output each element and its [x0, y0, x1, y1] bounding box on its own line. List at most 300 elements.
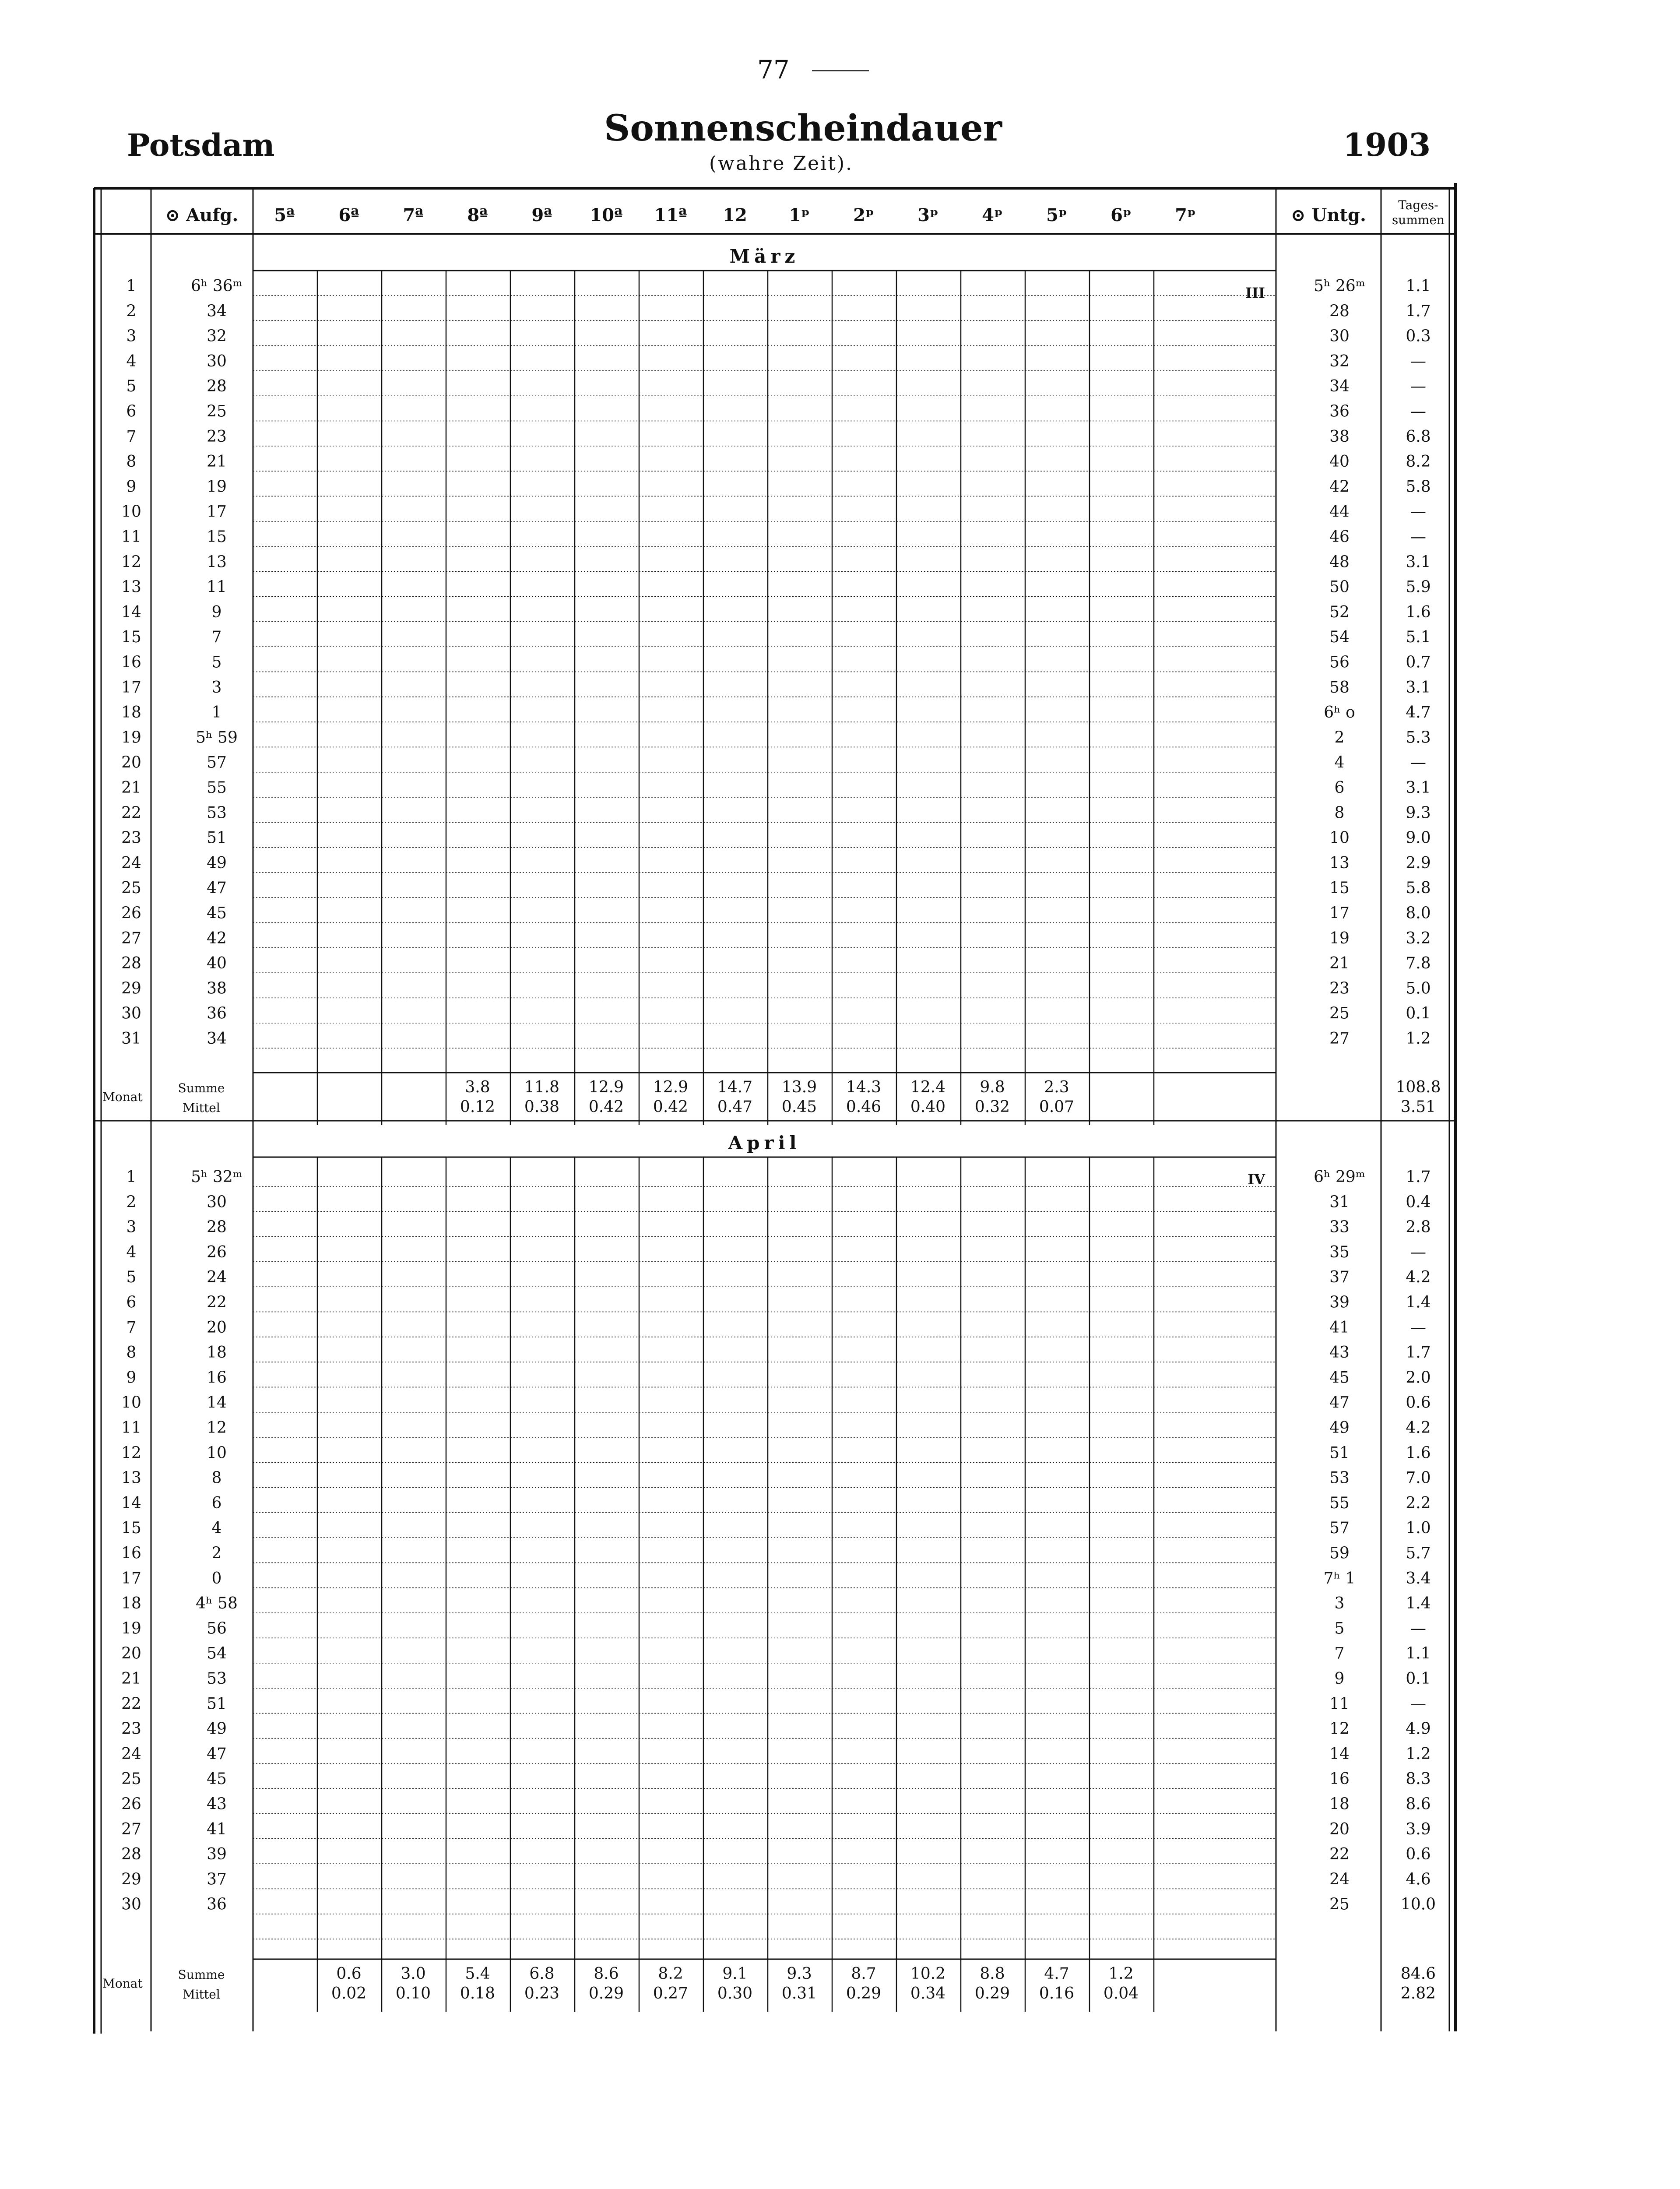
- sunrise-time: 11: [207, 578, 227, 596]
- sunset-time: 6ʰ o: [1324, 704, 1355, 722]
- hourly-sum: 6.8: [529, 1965, 555, 1983]
- day-number: 23: [121, 829, 141, 847]
- daily-sum: 5.7: [1406, 1544, 1431, 1563]
- hourly-sum: 3.0: [401, 1965, 426, 1983]
- sunset-time: 7: [1334, 1644, 1345, 1663]
- daily-sum: 5.3: [1406, 728, 1431, 747]
- sunrise-time: 2: [211, 1544, 222, 1563]
- sunset-time: 7ʰ 1: [1323, 1569, 1356, 1587]
- sunrise-time: 30: [207, 352, 227, 370]
- page-title: Sonnenscheindauer: [604, 107, 1002, 149]
- sunrise-time: 53: [207, 1670, 227, 1688]
- sunset-time: 4: [1334, 753, 1345, 772]
- daily-sum: 3.4: [1406, 1569, 1431, 1587]
- sunset-time: 42: [1329, 478, 1350, 496]
- sunset-time: 55: [1329, 1494, 1350, 1512]
- hourly-mean: 0.29: [588, 1985, 624, 2002]
- month-title: April: [728, 1132, 801, 1154]
- sunset-time: 25: [1329, 1004, 1350, 1023]
- daily-sum: —: [1410, 1318, 1426, 1337]
- daily-sum: 1.4: [1406, 1594, 1431, 1613]
- sunrise-time: 15: [207, 528, 227, 546]
- sunrise-time: 5: [211, 653, 222, 672]
- day-number: 14: [121, 1494, 141, 1512]
- day-number: 15: [121, 1519, 141, 1538]
- day-number: 20: [121, 753, 141, 772]
- sunrise-time: 30: [207, 1193, 227, 1211]
- hourly-sum: 0.6: [336, 1965, 362, 1983]
- hourly-sum: 14.7: [717, 1078, 753, 1096]
- day-number: 19: [121, 728, 141, 747]
- day-number: 4: [126, 352, 137, 370]
- daily-sum: 6.8: [1406, 427, 1431, 446]
- sunset-time: 50: [1329, 578, 1350, 596]
- sunset-time: 57: [1329, 1519, 1350, 1538]
- day-number: 28: [121, 1845, 141, 1864]
- hourly-mean: 0.40: [910, 1098, 946, 1116]
- day-number: 3: [126, 1218, 137, 1236]
- hour-label: 6ª: [338, 205, 359, 225]
- day-number: 17: [121, 1569, 141, 1587]
- daily-sum: 3.1: [1406, 553, 1431, 571]
- daily-sum: 4.9: [1406, 1720, 1431, 1738]
- sunset-time: 23: [1329, 979, 1350, 998]
- hourly-mean: 0.23: [524, 1985, 560, 2002]
- day-number: 25: [121, 1770, 141, 1788]
- daily-sum: 5.8: [1406, 478, 1431, 496]
- day-number: 25: [121, 879, 141, 897]
- hourly-mean: 0.02: [331, 1985, 367, 2002]
- sunset-time: 28: [1329, 302, 1350, 320]
- day-number: 24: [121, 854, 141, 872]
- daily-sum-header: summen: [1392, 213, 1445, 227]
- sunrise-time: 25: [207, 402, 227, 421]
- daily-sum: 7.8: [1406, 954, 1431, 973]
- daily-sum: 3.9: [1406, 1820, 1431, 1838]
- sunset-time: 12: [1329, 1720, 1350, 1738]
- hourly-sum: 8.8: [980, 1965, 1005, 1983]
- day-number: 17: [121, 678, 141, 697]
- sunrise-time: 39: [207, 1845, 227, 1864]
- sunset-time: 45: [1329, 1369, 1350, 1387]
- sunrise-time: 21: [207, 453, 227, 471]
- day-number: 13: [121, 578, 141, 596]
- sunset-time: 37: [1329, 1268, 1350, 1287]
- sunset-time: 10: [1329, 829, 1350, 847]
- hourly-sum: 1.2: [1108, 1965, 1134, 1983]
- sunset-time: 41: [1329, 1318, 1350, 1337]
- hour-label: 5ª: [274, 205, 295, 225]
- daily-sum: 1.2: [1406, 1030, 1431, 1048]
- sunset-time: 38: [1329, 427, 1350, 446]
- hour-label: 1ᵖ: [789, 205, 810, 225]
- hour-label: 4ᵖ: [982, 205, 1003, 225]
- hourly-mean: 0.16: [1039, 1985, 1075, 2002]
- daily-sum: 2.8: [1406, 1218, 1431, 1236]
- day-number: 12: [121, 553, 141, 571]
- page-subtitle: (wahre Zeit).: [709, 152, 853, 175]
- hourly-mean: 0.45: [781, 1098, 817, 1116]
- sunrise-time: 4: [211, 1519, 222, 1538]
- daily-sum: 0.7: [1406, 653, 1431, 672]
- day-number: 12: [121, 1444, 141, 1462]
- hourly-mean: 0.42: [653, 1098, 689, 1116]
- daily-sum: 1.4: [1406, 1293, 1431, 1312]
- sunset-time: 20: [1329, 1820, 1350, 1838]
- day-number: 31: [121, 1030, 141, 1048]
- sunset-time: 2: [1334, 728, 1345, 747]
- sunset-time: 6ʰ 29ᵐ: [1314, 1168, 1365, 1186]
- day-number: 22: [121, 804, 141, 822]
- day-number: 1: [126, 277, 137, 295]
- daily-sum: 7.0: [1406, 1469, 1431, 1487]
- hour-label: 7ᵖ: [1175, 205, 1196, 225]
- hourly-sum: 9.3: [787, 1965, 812, 1983]
- month-sum: 84.6: [1400, 1965, 1436, 1983]
- daily-sum: 5.8: [1406, 879, 1431, 897]
- footer-month-label: Monat: [102, 1090, 143, 1104]
- day-number: 7: [126, 427, 137, 446]
- day-number: 10: [121, 1394, 141, 1412]
- daily-sum: —: [1410, 1695, 1426, 1713]
- day-number: 11: [121, 1419, 141, 1437]
- sunrise-header: ⊙ Aufg.: [165, 205, 239, 225]
- sunrise-time: 38: [207, 979, 227, 998]
- sunset-time: 33: [1329, 1218, 1350, 1236]
- sunrise-time: 16: [207, 1369, 227, 1387]
- footer-mean-label: Mittel: [183, 1101, 220, 1115]
- hourly-mean: 0.29: [974, 1985, 1010, 2002]
- sunrise-time: 6ʰ 36ᵐ: [191, 277, 243, 295]
- hourly-mean: 0.47: [717, 1098, 753, 1116]
- daily-sum: 4.6: [1406, 1870, 1431, 1889]
- sunrise-time: 45: [207, 904, 227, 922]
- sunset-time: 32: [1329, 352, 1350, 370]
- day-number: 1: [126, 1168, 137, 1186]
- day-number: 22: [121, 1695, 141, 1713]
- hourly-sum: 8.6: [594, 1965, 619, 1983]
- hourly-mean: 0.34: [910, 1985, 946, 2002]
- daily-sum: 5.1: [1406, 628, 1431, 647]
- sunset-time: 44: [1329, 503, 1350, 521]
- daily-sum: 1.1: [1406, 1644, 1431, 1663]
- sunset-time: 13: [1329, 854, 1350, 872]
- sunset-time: 56: [1329, 653, 1350, 672]
- sunrise-time: 53: [207, 804, 227, 822]
- sunrise-time: 42: [207, 929, 227, 947]
- sunrise-time: 56: [207, 1619, 227, 1638]
- sunrise-time: 34: [207, 302, 227, 320]
- hourly-mean: 0.31: [781, 1985, 817, 2002]
- sunset-time: 58: [1329, 678, 1350, 697]
- day-number: 20: [121, 1644, 141, 1663]
- sunset-time: 39: [1329, 1293, 1350, 1312]
- hour-label: 8ª: [467, 205, 488, 225]
- daily-sum: 1.7: [1406, 1168, 1431, 1186]
- day-number: 30: [121, 1004, 141, 1023]
- daily-sum: 1.2: [1406, 1745, 1431, 1763]
- daily-sum: 3.2: [1406, 929, 1431, 947]
- day-number: 9: [126, 1369, 137, 1387]
- day-number: 3: [126, 327, 137, 345]
- sunrise-time: 23: [207, 427, 227, 446]
- hourly-sum: 3.8: [465, 1078, 490, 1096]
- hourly-sum: 12.9: [588, 1078, 624, 1096]
- sunrise-time: 41: [207, 1820, 227, 1838]
- sunrise-time: 51: [207, 829, 227, 847]
- day-number: 16: [121, 1544, 141, 1563]
- sunset-time: 21: [1329, 954, 1350, 973]
- daily-sum: 8.6: [1406, 1795, 1431, 1813]
- hour-label: 7ª: [403, 205, 424, 225]
- sunset-time: 19: [1329, 929, 1350, 947]
- sunset-time: 6: [1334, 779, 1345, 797]
- sunset-time: 14: [1329, 1745, 1350, 1763]
- sunrise-time: 6: [211, 1494, 222, 1512]
- sunset-time: 15: [1329, 879, 1350, 897]
- sunset-time: 49: [1329, 1419, 1350, 1437]
- hourly-sum: 4.7: [1044, 1965, 1069, 1983]
- sunset-time: 11: [1329, 1695, 1350, 1713]
- sunset-time: 40: [1329, 453, 1350, 471]
- month-mean: 3.51: [1400, 1098, 1436, 1116]
- hourly-mean: 0.10: [395, 1985, 431, 2002]
- daily-sum: 1.7: [1406, 302, 1431, 320]
- sunset-time: 52: [1329, 603, 1350, 621]
- sunset-header: ⊙ Untg.: [1291, 205, 1366, 225]
- hourly-mean: 0.27: [653, 1985, 689, 2002]
- sunrise-time: 18: [207, 1344, 227, 1362]
- sunrise-time: 47: [207, 1745, 227, 1763]
- sunset-time: 5ʰ 26ᵐ: [1314, 277, 1365, 295]
- sunrise-time: 49: [207, 854, 227, 872]
- sunset-time: 46: [1329, 528, 1350, 546]
- sunrise-time: 12: [207, 1419, 227, 1437]
- day-number: 6: [126, 402, 137, 421]
- sunset-time: 18: [1329, 1795, 1350, 1813]
- day-number: 21: [121, 779, 141, 797]
- sunrise-time: 32: [207, 327, 227, 345]
- sunrise-time: 7: [211, 628, 222, 647]
- daily-sum: —: [1410, 377, 1426, 396]
- sunset-time: 22: [1329, 1845, 1350, 1864]
- footer-mean-label: Mittel: [183, 1987, 220, 2002]
- sunrise-time: 34: [207, 1030, 227, 1048]
- sunset-time: 5: [1334, 1619, 1345, 1638]
- sunset-time: 53: [1329, 1469, 1350, 1487]
- day-number: 28: [121, 954, 141, 973]
- day-number: 27: [121, 1820, 141, 1838]
- day-number: 21: [121, 1670, 141, 1688]
- daily-sum: 0.3: [1406, 327, 1431, 345]
- hour-label: 6ᵖ: [1111, 205, 1132, 225]
- day-number: 14: [121, 603, 141, 621]
- daily-sum: 8.3: [1406, 1770, 1431, 1788]
- daily-sum: 4.2: [1406, 1268, 1431, 1287]
- hourly-sum: 8.2: [658, 1965, 683, 1983]
- day-number: 5: [126, 377, 137, 396]
- hourly-mean: 0.07: [1039, 1098, 1075, 1116]
- day-number: 18: [121, 704, 141, 722]
- sunset-time: 8: [1334, 804, 1345, 822]
- daily-sum: 9.0: [1406, 829, 1431, 847]
- sunset-time: 51: [1329, 1444, 1350, 1462]
- sunset-time: 25: [1329, 1895, 1350, 1914]
- sunset-time: 35: [1329, 1243, 1350, 1261]
- sunset-time: 34: [1329, 377, 1350, 396]
- daily-sum: —: [1410, 402, 1426, 421]
- station-name: Potsdam: [127, 127, 275, 163]
- daily-sum: 1.6: [1406, 603, 1431, 621]
- daily-sum: 2.0: [1406, 1369, 1431, 1387]
- sunrise-time: 17: [207, 503, 227, 521]
- hourly-mean: 0.18: [460, 1985, 496, 2002]
- daily-sum: 5.0: [1406, 979, 1431, 998]
- daily-sum: 1.0: [1406, 1519, 1431, 1538]
- sunrise-time: 20: [207, 1318, 227, 1337]
- hour-label: 2ᵖ: [853, 205, 874, 225]
- sunrise-time: 9: [211, 603, 222, 621]
- sunrise-time: 26: [207, 1243, 227, 1261]
- sunrise-time: 54: [207, 1644, 227, 1663]
- day-number: 30: [121, 1895, 141, 1914]
- hourly-sum: 14.3: [846, 1078, 882, 1096]
- page-number: 77: [757, 55, 790, 84]
- daily-sum: 5.9: [1406, 578, 1431, 596]
- day-number: 4: [126, 1243, 137, 1261]
- daily-sum: —: [1410, 1243, 1426, 1261]
- hourly-sum: 12.4: [910, 1078, 946, 1096]
- sunrise-time: 1: [211, 704, 222, 722]
- daily-sum: —: [1410, 528, 1426, 546]
- daily-sum: 8.0: [1406, 904, 1431, 922]
- month-roman-label: IV: [1248, 1171, 1265, 1188]
- sunrise-time: 14: [207, 1394, 227, 1412]
- daily-sum: —: [1410, 1619, 1426, 1638]
- footer-sum-label: Summe: [178, 1081, 225, 1095]
- footer-month-label: Monat: [102, 1976, 143, 1991]
- hourly-sum: 11.8: [524, 1078, 560, 1096]
- month-sum: 108.8: [1395, 1078, 1441, 1096]
- hourly-mean: 0.04: [1103, 1985, 1139, 2002]
- hour-label: 11ª: [654, 205, 687, 225]
- hourly-mean: 0.12: [460, 1098, 496, 1116]
- sunset-time: 16: [1329, 1770, 1350, 1788]
- day-number: 23: [121, 1720, 141, 1738]
- day-number: 10: [121, 503, 141, 521]
- day-number: 13: [121, 1469, 141, 1487]
- daily-sum: 1.7: [1406, 1344, 1431, 1362]
- month-title: März: [729, 246, 800, 267]
- hourly-mean: 0.32: [974, 1098, 1010, 1116]
- sunrise-time: 36: [207, 1895, 227, 1914]
- hourly-mean: 0.42: [588, 1098, 624, 1116]
- sunset-time: 59: [1329, 1544, 1350, 1563]
- daily-sum-header: Tages-: [1398, 198, 1438, 212]
- sunrise-time: 24: [207, 1268, 227, 1287]
- sunrise-time: 19: [207, 478, 227, 496]
- daily-sum: 2.9: [1406, 854, 1431, 872]
- sunrise-time: 10: [207, 1444, 227, 1462]
- sunset-time: 36: [1329, 402, 1350, 421]
- sunrise-time: 45: [207, 1770, 227, 1788]
- sunrise-time: 47: [207, 879, 227, 897]
- sunset-time: 54: [1329, 628, 1350, 647]
- daily-sum: 8.2: [1406, 453, 1431, 471]
- sunrise-time: 5ʰ 59: [196, 728, 238, 747]
- day-number: 24: [121, 1745, 141, 1763]
- daily-sum: 3.1: [1406, 678, 1431, 697]
- sunrise-time: 28: [207, 1218, 227, 1236]
- daily-sum: 0.1: [1406, 1004, 1431, 1023]
- sunset-time: 47: [1329, 1394, 1350, 1412]
- year: 1903: [1343, 126, 1431, 163]
- hourly-sum: 2.3: [1044, 1078, 1069, 1096]
- daily-sum: 1.6: [1406, 1444, 1431, 1462]
- hourly-sum: 5.4: [465, 1965, 490, 1983]
- day-number: 16: [121, 653, 141, 672]
- day-number: 26: [121, 904, 141, 922]
- hour-label: 10ª: [590, 205, 623, 225]
- hourly-sum: 10.2: [910, 1965, 946, 1983]
- daily-sum: 10.0: [1400, 1895, 1436, 1914]
- daily-sum: 3.1: [1406, 779, 1431, 797]
- daily-sum: 4.7: [1406, 704, 1431, 722]
- hour-label: 12: [723, 205, 747, 225]
- sunrise-time: 13: [207, 553, 227, 571]
- daily-sum: 4.2: [1406, 1419, 1431, 1437]
- sunrise-time: 57: [207, 753, 227, 772]
- sunrise-time: 37: [207, 1870, 227, 1889]
- sunrise-time: 49: [207, 1720, 227, 1738]
- hourly-mean: 0.38: [524, 1098, 560, 1116]
- hourly-sum: 12.9: [653, 1078, 689, 1096]
- daily-sum: 2.2: [1406, 1494, 1431, 1512]
- day-number: 19: [121, 1619, 141, 1638]
- sunrise-time: 40: [207, 954, 227, 973]
- day-number: 6: [126, 1293, 137, 1312]
- sunset-time: 30: [1329, 327, 1350, 345]
- sunset-time: 3: [1334, 1594, 1345, 1613]
- sunrise-time: 22: [207, 1293, 227, 1312]
- sunset-time: 43: [1329, 1344, 1350, 1362]
- sunset-time: 17: [1329, 904, 1350, 922]
- daily-sum: 0.4: [1406, 1193, 1431, 1211]
- month-mean: 2.82: [1400, 1985, 1436, 2002]
- sunrise-time: 3: [211, 678, 222, 697]
- daily-sum: 9.3: [1406, 804, 1431, 822]
- hour-label: 5ᵖ: [1046, 205, 1067, 225]
- sunrise-time: 51: [207, 1695, 227, 1713]
- sunset-time: 48: [1329, 553, 1350, 571]
- day-number: 11: [121, 528, 141, 546]
- hourly-mean: 0.46: [846, 1098, 882, 1116]
- sunrise-time: 4ʰ 58: [196, 1594, 238, 1613]
- day-number: 26: [121, 1795, 141, 1813]
- sunrise-time: 8: [211, 1469, 222, 1487]
- sunrise-time: 0: [211, 1569, 222, 1587]
- daily-sum: 0.6: [1406, 1845, 1431, 1864]
- hourly-sum: 13.9: [781, 1078, 817, 1096]
- sunset-time: 31: [1329, 1193, 1350, 1211]
- day-number: 7: [126, 1318, 137, 1337]
- day-number: 8: [126, 1344, 137, 1362]
- daily-sum: —: [1410, 352, 1426, 370]
- daily-sum: 1.1: [1406, 277, 1431, 295]
- hourly-mean: 0.30: [717, 1985, 753, 2002]
- hourly-sum: 9.1: [722, 1965, 748, 1983]
- sunrise-time: 55: [207, 779, 227, 797]
